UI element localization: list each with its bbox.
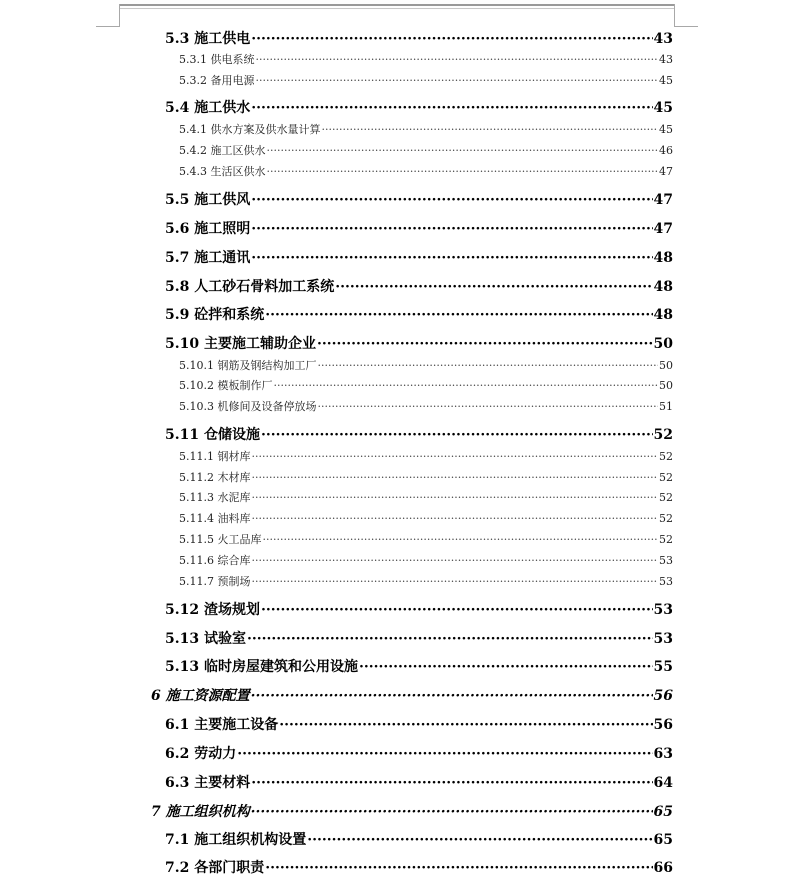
- toc-entry[interactable]: [165, 247, 673, 267]
- toc-entry[interactable]: [179, 573, 673, 589]
- toc-entry[interactable]: [179, 72, 673, 88]
- toc-leader: [251, 575, 658, 588]
- toc-leader: [267, 165, 659, 178]
- toc-entry-title: 5.3 施工供电: [165, 31, 251, 47]
- toc-leader: [251, 554, 658, 567]
- toc-leader: [251, 471, 658, 484]
- toc-entry-title: 5.4.1 供水方案及供水量计算: [179, 123, 321, 136]
- toc-entry-title: 5.4.2 施工区供水: [179, 144, 266, 157]
- toc-entry[interactable]: [165, 276, 673, 296]
- toc-entry-title: 5.11.6 综合库: [179, 554, 251, 567]
- toc-entry-page: 47: [653, 221, 673, 237]
- toc-entry-title: 5.10.3 机修间及设备停放场: [179, 400, 317, 413]
- toc-entry-title: 5.9 砼拌和系统: [165, 307, 265, 323]
- toc-leader: [251, 450, 658, 463]
- toc-entry-page: 48: [653, 250, 673, 266]
- toc-entry-page: 43: [653, 31, 673, 47]
- toc-entry-page: 66: [653, 860, 673, 876]
- toc-leader: [251, 491, 658, 504]
- toc-entry[interactable]: [165, 189, 673, 209]
- toc-entry[interactable]: [179, 398, 673, 414]
- toc-entry-title: 5.11.3 水泥库: [179, 491, 251, 504]
- toc-entry-page: 50: [653, 336, 673, 352]
- toc-entry-title: 5.11.4 油料库: [179, 512, 251, 525]
- toc-entry-title: 6.1 主要施工设备: [165, 717, 279, 733]
- toc-entry-title: 5.11.1 钢材库: [179, 450, 251, 463]
- toc-entry-page: 52: [653, 427, 673, 443]
- toc-leader: [265, 307, 652, 323]
- toc-entry-title: 5.10.2 模板制作厂: [179, 379, 273, 392]
- toc-leader: [247, 631, 653, 647]
- toc-entry[interactable]: [179, 142, 673, 158]
- toc-entry-title: 7.2 各部门职责: [165, 860, 265, 876]
- toc-entry-page: 65: [653, 804, 673, 820]
- toc-entry-title: 5.10.1 钢筋及钢结构加工厂: [179, 359, 317, 372]
- page-top-edge: [119, 4, 674, 7]
- toc-entry-title: 5.11.7 预制场: [179, 575, 251, 588]
- toc-leader: [251, 100, 652, 116]
- toc-entry-page: 56: [653, 688, 673, 704]
- toc-entry-title: 5.7 施工通讯: [165, 250, 251, 266]
- toc-entry-page: 52: [659, 491, 673, 504]
- toc-leader: [251, 775, 652, 791]
- toc-entry-title: 7 施工组织机构: [151, 804, 250, 820]
- toc-entry-title: 5.5 施工供风: [165, 192, 251, 208]
- toc-entry-page: 46: [659, 144, 673, 157]
- toc-entry-page: 64: [653, 775, 673, 791]
- toc-entry[interactable]: [165, 333, 673, 353]
- toc-entry[interactable]: [151, 685, 673, 705]
- toc-entry-page: 56: [653, 717, 673, 733]
- toc-entry-page: 50: [659, 379, 673, 392]
- toc-entry[interactable]: [165, 424, 673, 444]
- toc-entry-page: 47: [659, 165, 673, 178]
- toc-entry-title: 7.1 施工组织机构设置: [165, 832, 307, 848]
- toc-entry-page: 48: [653, 307, 673, 323]
- toc-leader: [251, 192, 652, 208]
- toc-entry[interactable]: [179, 377, 673, 393]
- toc-entry[interactable]: [151, 801, 673, 821]
- toc-entry-page: 52: [659, 512, 673, 525]
- toc-entry-title: 5.6 施工照明: [165, 221, 251, 237]
- toc-entry[interactable]: [179, 469, 673, 485]
- toc-leader: [359, 659, 653, 675]
- toc-entry[interactable]: [165, 857, 673, 877]
- toc-leader: [322, 123, 659, 136]
- toc-leader: [251, 31, 652, 47]
- toc-entry-title: 5.13 试验室: [165, 631, 246, 647]
- toc-leader: [317, 336, 653, 352]
- toc-entry-title: 6 施工资源配置: [151, 688, 250, 704]
- toc-leader: [251, 221, 652, 237]
- toc-entry-page: 53: [653, 602, 673, 618]
- toc-entry-title: 5.10 主要施工辅助企业: [165, 336, 316, 352]
- toc-entry-title: 5.11.2 木材库: [179, 471, 251, 484]
- toc-entry[interactable]: [179, 448, 673, 464]
- toc-leader: [256, 53, 659, 66]
- toc-entry-page: 45: [659, 74, 673, 87]
- toc-entry-title: 5.13 临时房屋建筑和公用设施: [165, 659, 358, 675]
- toc-entry-title: 5.12 渣场规划: [165, 602, 260, 618]
- toc-leader: [335, 279, 652, 295]
- toc-entry-page: 53: [659, 554, 673, 567]
- toc-entry[interactable]: [165, 97, 673, 117]
- toc-leader: [273, 379, 658, 392]
- toc-entry-page: 45: [653, 100, 673, 116]
- toc-entry[interactable]: [165, 304, 673, 324]
- toc-entry-title: 5.4 施工供水: [165, 100, 251, 116]
- crop-mark-right: [674, 26, 698, 27]
- toc-entry[interactable]: [179, 510, 673, 526]
- toc-leader: [307, 832, 652, 848]
- toc-entry[interactable]: [179, 552, 673, 568]
- toc-entry[interactable]: [179, 51, 673, 67]
- toc-leader: [267, 144, 659, 157]
- toc-entry[interactable]: [165, 218, 673, 238]
- toc-entry-title: 5.4.3 生活区供水: [179, 165, 266, 178]
- toc-leader: [237, 746, 652, 762]
- toc-entry[interactable]: [165, 772, 673, 792]
- toc-entry-title: 5.3.2 备用电源: [179, 74, 255, 87]
- toc-leader: [265, 860, 652, 876]
- toc-entry[interactable]: [179, 121, 673, 137]
- toc-entry-page: 53: [653, 631, 673, 647]
- crop-mark-left-vertical: [119, 4, 120, 27]
- toc-entry[interactable]: [179, 489, 673, 505]
- toc-entry-page: 45: [659, 123, 673, 136]
- toc-entry[interactable]: [165, 656, 673, 676]
- toc-leader: [262, 533, 658, 546]
- page-top-edge-inner: [119, 8, 674, 10]
- toc-entry[interactable]: [179, 531, 673, 547]
- toc-leader: [251, 512, 658, 525]
- crop-mark-left: [96, 26, 120, 27]
- toc-entry-title: 5.3.1 供电系统: [179, 53, 255, 66]
- toc-entry-title: 5.8 人工砂石骨料加工系统: [165, 279, 335, 295]
- toc-entry-page: 65: [653, 832, 673, 848]
- toc-leader: [317, 400, 658, 413]
- toc-entry-page: 50: [659, 359, 673, 372]
- toc-entry-page: 52: [659, 450, 673, 463]
- toc-entry-title: 6.3 主要材料: [165, 775, 251, 791]
- toc-entry[interactable]: [179, 163, 673, 179]
- crop-mark-right-vertical: [674, 4, 675, 27]
- toc-leader: [317, 359, 658, 372]
- toc-entry-page: 43: [659, 53, 673, 66]
- toc-entry[interactable]: [165, 714, 673, 734]
- toc-entry[interactable]: [165, 743, 673, 763]
- toc-entry-title: 6.2 劳动力: [165, 746, 237, 762]
- toc-entry[interactable]: [165, 28, 673, 48]
- toc-entry[interactable]: [179, 357, 673, 373]
- toc-entry-page: 47: [653, 192, 673, 208]
- toc-entry[interactable]: [165, 599, 673, 619]
- toc-entry[interactable]: [165, 628, 673, 648]
- toc-entry[interactable]: [165, 829, 673, 849]
- toc-leader: [279, 717, 652, 733]
- toc-entry-page: 63: [653, 746, 673, 762]
- toc-entry-page: 52: [659, 471, 673, 484]
- toc-leader: [251, 804, 653, 820]
- toc-entry-page: 52: [659, 533, 673, 546]
- toc-entry-page: 55: [653, 659, 673, 675]
- toc-leader: [261, 602, 653, 618]
- toc-entry-page: 48: [653, 279, 673, 295]
- toc-entry-page: 53: [659, 575, 673, 588]
- toc-leader: [251, 688, 653, 704]
- toc-entry-page: 51: [659, 400, 673, 413]
- toc-leader: [261, 427, 653, 443]
- toc-leader: [251, 250, 652, 266]
- toc-entry-title: 5.11.5 火工品库: [179, 533, 262, 546]
- toc-leader: [256, 74, 659, 87]
- toc-entry-title: 5.11 仓储设施: [165, 427, 260, 443]
